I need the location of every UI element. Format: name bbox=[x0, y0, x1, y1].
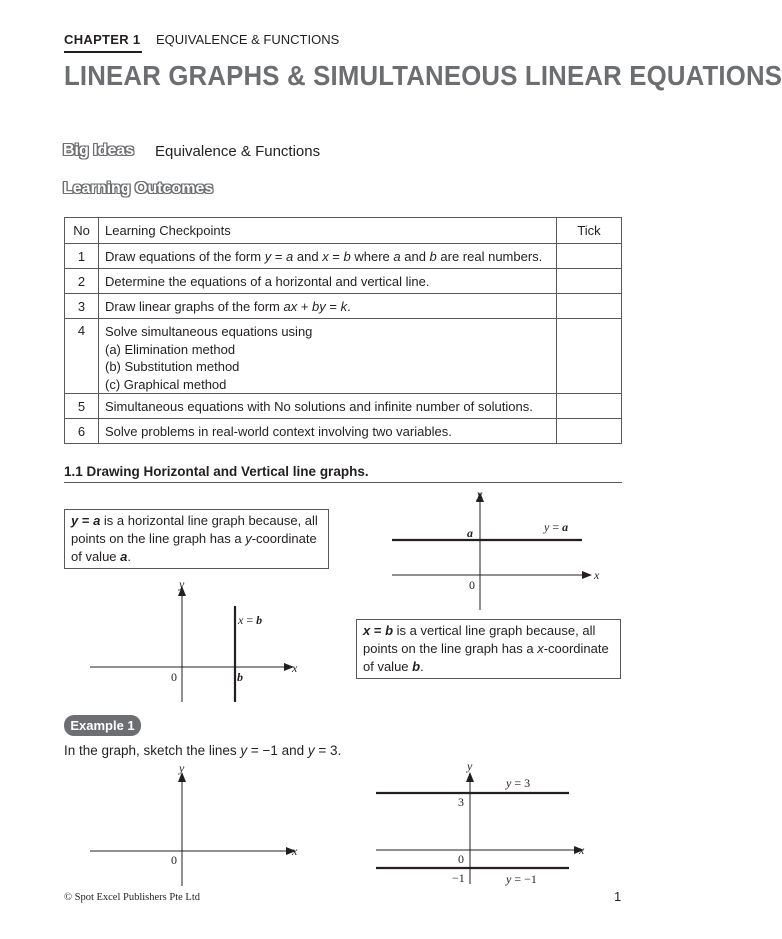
line-label-y-3: y = 3 bbox=[506, 776, 531, 790]
line-label: y = a bbox=[544, 520, 569, 534]
tick-3-label: 3 bbox=[458, 795, 464, 809]
page-number: 1 bbox=[614, 889, 622, 904]
learning-outcomes-label: Learning Outcomes bbox=[63, 180, 214, 197]
table-row bbox=[65, 244, 622, 269]
section-heading: 1.1 Drawing Horizontal and Vertical line graphs. bbox=[64, 464, 369, 479]
big-ideas-label: Big Ideas bbox=[63, 142, 135, 159]
b-intercept-label: b bbox=[237, 670, 243, 684]
header-tick: Tick bbox=[557, 218, 622, 244]
row-text: Draw equations of the form y = a and x = b where a and b are real numbers. bbox=[99, 244, 557, 269]
section-rule bbox=[64, 482, 622, 483]
table-header-row bbox=[65, 218, 622, 244]
example-badge: Example 1 bbox=[64, 715, 141, 736]
x-axis-label: x bbox=[292, 844, 298, 858]
chapter-underline bbox=[64, 51, 142, 53]
tick-box[interactable] bbox=[557, 244, 622, 269]
y-axis-label: y bbox=[179, 761, 185, 775]
tick-box[interactable] bbox=[557, 394, 622, 419]
origin-label: 0 bbox=[458, 852, 464, 866]
page-title: LINEAR GRAPHS & SIMULTANEOUS LINEAR EQUATIONS bbox=[64, 60, 782, 91]
x-axis-arrow bbox=[582, 571, 592, 579]
vertical-line-graph bbox=[84, 576, 306, 706]
tick-box[interactable] bbox=[557, 294, 622, 319]
chapter-number: CHAPTER 1 bbox=[64, 32, 141, 47]
origin-label: 0 bbox=[171, 670, 177, 684]
example-prompt: In the graph, sketch the lines y = −1 and y = 3. bbox=[64, 743, 342, 758]
x-axis-label: x bbox=[594, 568, 600, 582]
y-axis-arrow bbox=[466, 772, 474, 782]
vertical-line-note: x = b is a vertical line graph because, all points on the line graph has a x-coordinate of value b. bbox=[356, 619, 621, 679]
table-row bbox=[65, 294, 622, 319]
row-number: 1 bbox=[65, 244, 99, 269]
horizontal-line-note: y = a is a horizontal line graph because, all points on the line graph has a y-coordinate of value a. bbox=[64, 509, 329, 569]
line-label-y-minus-1: y = −1 bbox=[506, 872, 537, 886]
y-axis-label: y bbox=[477, 487, 483, 501]
a-intercept-label: a bbox=[467, 526, 473, 540]
copyright-footer: © Spot Excel Publishers Pte Ltd bbox=[64, 892, 201, 903]
header-checkpoint: Learning Checkpoints bbox=[99, 218, 557, 244]
origin-label: 0 bbox=[469, 578, 475, 592]
table-row bbox=[65, 269, 622, 294]
answer-graph bbox=[372, 758, 602, 886]
row-number: 4 bbox=[65, 319, 99, 394]
blank-axes-graph bbox=[84, 758, 310, 888]
x-axis-label: x bbox=[579, 843, 585, 857]
x-axis-label: x bbox=[292, 661, 298, 675]
table-row bbox=[65, 394, 622, 419]
y-axis-label: y bbox=[179, 577, 185, 591]
row-number: 5 bbox=[65, 394, 99, 419]
row-number: 2 bbox=[65, 269, 99, 294]
tick-box[interactable] bbox=[557, 419, 622, 444]
row-number: 6 bbox=[65, 419, 99, 444]
learning-checkpoints-table bbox=[64, 217, 622, 444]
row-text: Draw linear graphs of the form ax + by = k. bbox=[99, 294, 557, 319]
tick-minus-1-label: −1 bbox=[452, 871, 465, 885]
tick-box[interactable] bbox=[557, 319, 622, 394]
table-row bbox=[65, 319, 622, 394]
row-number: 3 bbox=[65, 294, 99, 319]
row-text: Solve problems in real-world context involving two variables. bbox=[99, 419, 557, 444]
row-text: Simultaneous equations with No solutions and infinite number of solutions. bbox=[99, 394, 557, 419]
chapter-topic: EQUIVALENCE & FUNCTIONS bbox=[156, 32, 340, 47]
row-text: Solve simultaneous equations using (a) Elimination method (b) Substitution method (c) Graphical method bbox=[99, 319, 557, 394]
y-axis-label: y bbox=[467, 759, 473, 773]
origin-label: 0 bbox=[171, 853, 177, 867]
chapter-header bbox=[64, 32, 339, 47]
tick-box[interactable] bbox=[557, 269, 622, 294]
horizontal-line-graph bbox=[380, 486, 610, 612]
table-row bbox=[65, 419, 622, 444]
header-no: No bbox=[65, 218, 99, 244]
line-label: x = b bbox=[238, 613, 263, 627]
big-ideas-value: Equivalence & Functions bbox=[155, 143, 321, 160]
row-text: Determine the equations of a horizontal and vertical line. bbox=[99, 269, 557, 294]
